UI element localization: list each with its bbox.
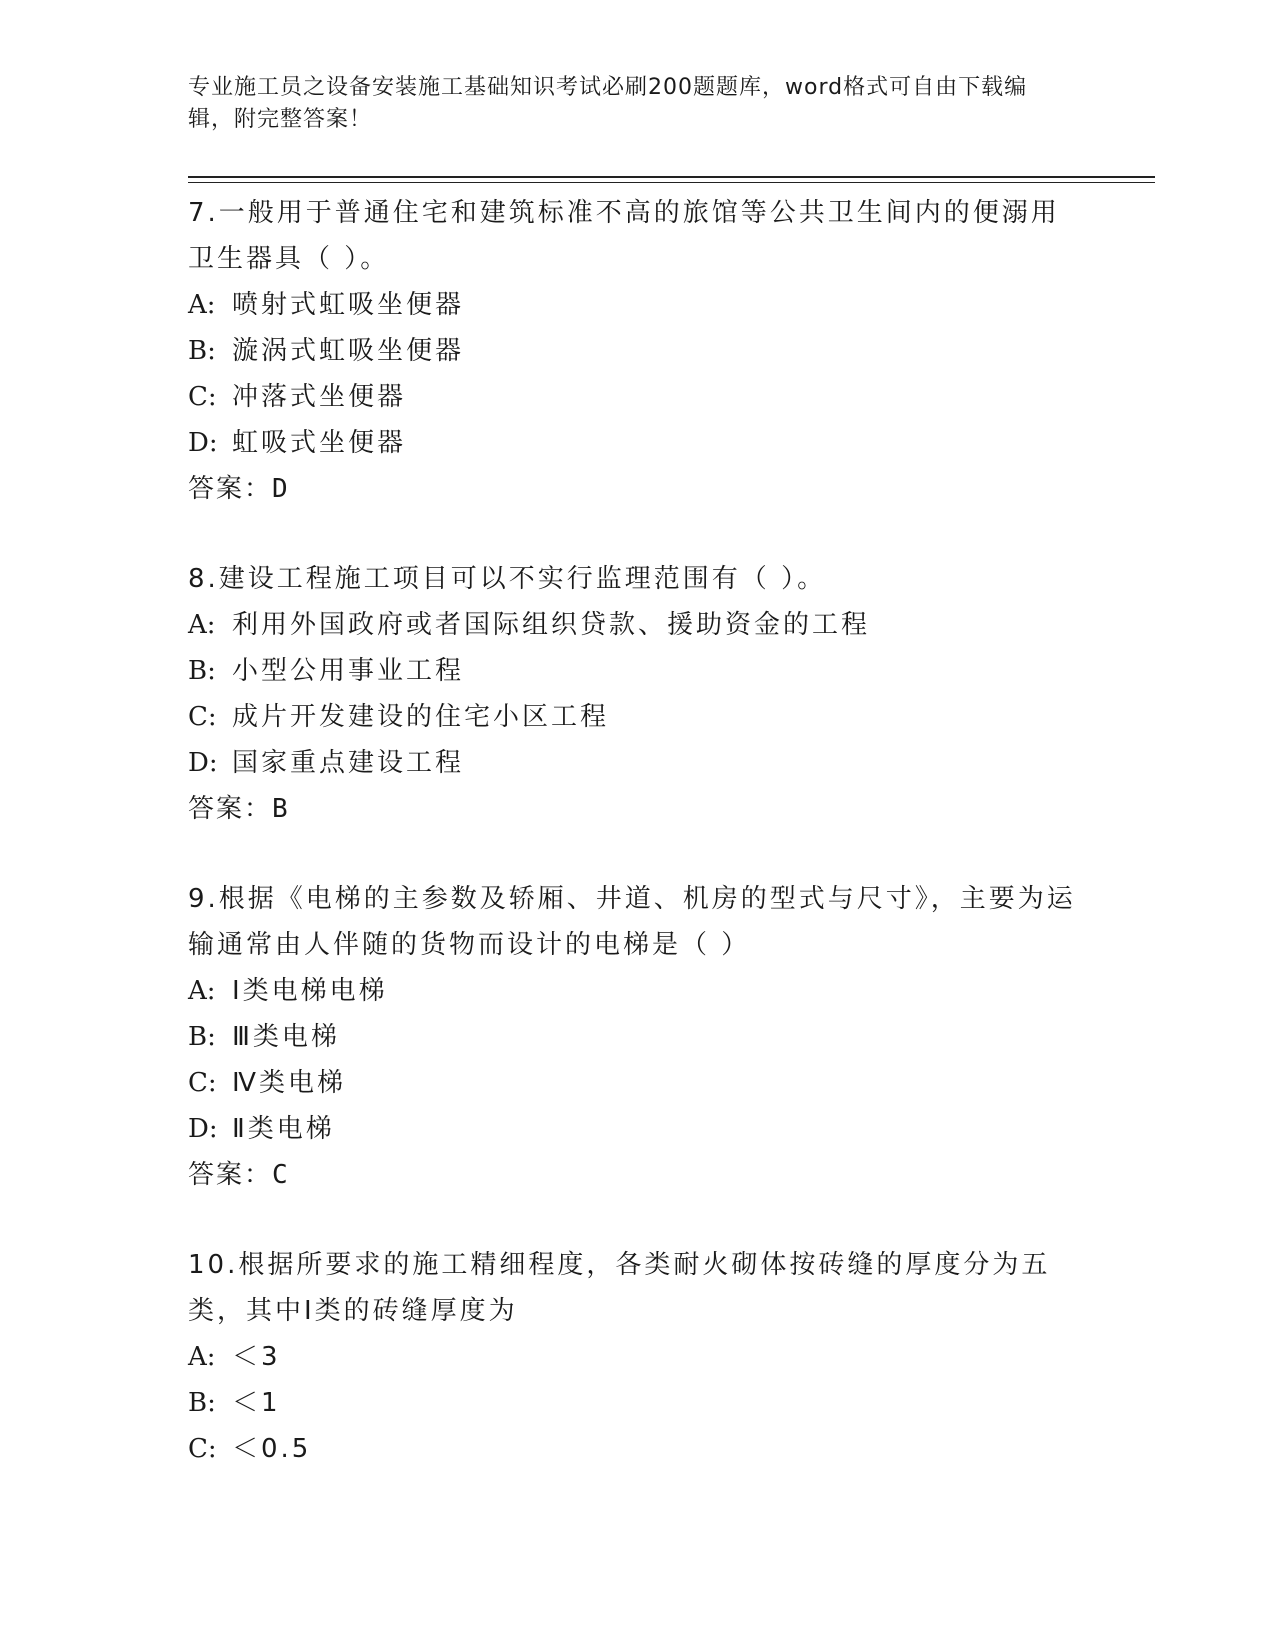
answer-value: B	[272, 794, 288, 824]
option-text: 冲落式坐便器	[232, 382, 407, 412]
option-c	[188, 1060, 1088, 1106]
option-letter: C:	[188, 382, 217, 412]
option-text: 国家重点建设工程	[232, 748, 465, 778]
option-b	[188, 328, 1088, 374]
option-text: 成片开发建设的住宅小区工程	[232, 702, 610, 732]
option-text: 小型公用事业工程	[232, 656, 465, 686]
option-text: Ⅰ类电梯电梯	[232, 976, 388, 1006]
option-letter: A:	[188, 290, 216, 320]
question-stem: 8.建设工程施工项目可以不实行监理范围有（ ）。	[188, 564, 827, 594]
option-a	[188, 1334, 1088, 1380]
option-c	[188, 694, 1088, 740]
option-letter: D:	[188, 748, 218, 778]
option-d	[188, 740, 1088, 786]
option-letter: A:	[188, 976, 216, 1006]
option-text: 虹吸式坐便器	[232, 428, 407, 458]
option-letter: C:	[188, 702, 217, 732]
option-b	[188, 1014, 1088, 1060]
option-text: 利用外国政府或者国际组织贷款、援助资金的工程	[232, 610, 871, 640]
option-a	[188, 968, 1088, 1014]
question-9	[188, 876, 1088, 1198]
question-10	[188, 1242, 1088, 1472]
option-text: Ⅳ类电梯	[232, 1068, 346, 1098]
option-text: ＜3	[232, 1342, 281, 1372]
answer-label: 答案：	[188, 1160, 273, 1190]
option-text: 喷射式虹吸坐便器	[232, 290, 465, 320]
answer-label: 答案：	[188, 794, 273, 824]
option-b	[188, 648, 1088, 694]
option-c	[188, 374, 1088, 420]
option-letter: C:	[188, 1068, 217, 1098]
question-7	[188, 190, 1088, 512]
option-text: 漩涡式虹吸坐便器	[232, 336, 465, 366]
option-letter: C:	[188, 1434, 217, 1464]
option-b	[188, 1380, 1088, 1426]
option-letter: B:	[188, 1388, 216, 1418]
answer-line	[188, 786, 1088, 832]
answer-value: D	[272, 474, 288, 504]
answer-value: C	[272, 1160, 288, 1190]
header-divider-thin	[188, 182, 1155, 183]
question-stem: 9.根据《电梯的主参数及轿厢、井道、机房的型式与尺寸》，主要为运输通常由人伴随的货物而设计的电梯是（ ）	[188, 884, 1076, 960]
question-stem: 10.根据所要求的施工精细程度，各类耐火砌体按砖缝的厚度分为五类，其中Ⅰ类的砖缝厚度为	[188, 1250, 1051, 1326]
option-letter: A:	[188, 1342, 216, 1372]
question-list	[188, 190, 1088, 1516]
answer-line	[188, 466, 1088, 512]
option-letter: A:	[188, 610, 216, 640]
option-text: ＜1	[232, 1388, 281, 1418]
option-letter: B:	[188, 1022, 216, 1052]
option-c	[188, 1426, 1088, 1472]
header-divider-thick	[188, 176, 1155, 178]
option-text: Ⅲ类电梯	[232, 1022, 340, 1052]
option-text: Ⅱ类电梯	[232, 1114, 335, 1144]
question-stem: 7.一般用于普通住宅和建筑标准不高的旅馆等公共卫生间内的便溺用卫生器具（ ）。	[188, 198, 1060, 274]
option-letter: D:	[188, 428, 218, 458]
option-d	[188, 420, 1088, 466]
option-text: ＜0.5	[232, 1434, 312, 1464]
option-letter: D:	[188, 1114, 218, 1144]
document-header: 专业施工员之设备安装施工基础知识考试必刷200题题库，word格式可自由下载编辑，附完整答案！	[188, 75, 1028, 132]
option-d	[188, 1106, 1088, 1152]
option-letter: B:	[188, 336, 216, 366]
option-letter: B:	[188, 656, 216, 686]
option-a	[188, 602, 1088, 648]
answer-label: 答案：	[188, 474, 273, 504]
question-8	[188, 556, 1088, 832]
option-a	[188, 282, 1088, 328]
answer-line	[188, 1152, 1088, 1198]
